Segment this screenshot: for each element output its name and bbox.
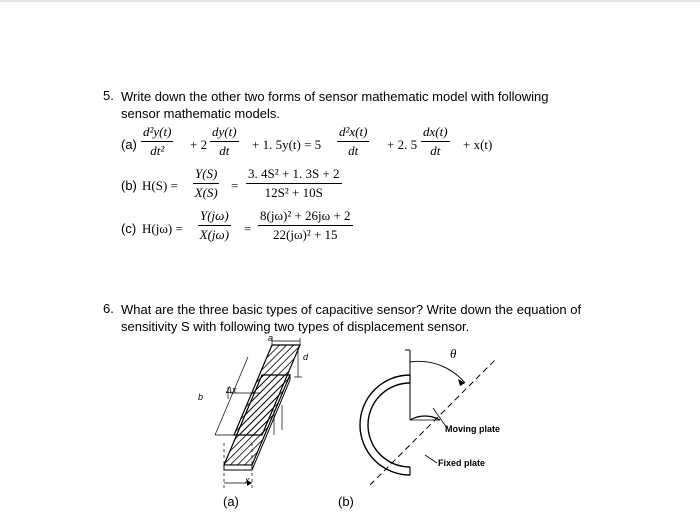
figure-a-caption: (a): [223, 494, 239, 509]
fig-a-label-b: b: [198, 392, 204, 402]
fig-a-label-dx: Δx: [226, 385, 237, 395]
q5c-frac1-den: X(jω): [199, 227, 230, 242]
q5c-eq: =: [244, 221, 252, 236]
q5a-tail: + x(t): [463, 137, 493, 152]
q5b-frac2: [246, 166, 342, 201]
q6-number: 6.: [103, 301, 114, 316]
fig-b-fixed-plate-label: Fixed plate: [438, 458, 486, 468]
q5b-frac1: [193, 166, 219, 201]
q5a-frac2: [210, 124, 239, 159]
q5a-frac3-num: d²x(t): [337, 124, 369, 142]
fig-a-label-d: d: [303, 352, 309, 362]
q5a-mid: + 1. 5y(t) = 5: [252, 137, 322, 152]
q5b-frac1-num: Y(S): [193, 166, 219, 184]
q5c-frac2-den: 22(jω)² + 15: [273, 227, 338, 242]
q5a-frac4-den: dt: [430, 143, 441, 158]
q5-text-line1: Write down the other two forms of sensor mathematic model with following: [121, 89, 549, 104]
q5-text-line2: sensor mathematic models.: [121, 106, 280, 121]
fig-a-label-a: a: [268, 333, 274, 343]
q5a-frac3: [337, 124, 369, 159]
q6-text-line1: What are the three basic types of capacitive sensor? Write down the equation of: [121, 302, 582, 317]
q5b-eq: =: [231, 178, 239, 193]
top-border: [0, 0, 700, 2]
q5c-frac1-num: Y(jω): [198, 208, 231, 226]
figure-a-diagram: [190, 335, 340, 495]
q5c-lhs: H(jω) =: [142, 221, 183, 236]
q5a-op1: + 2: [190, 137, 208, 152]
fig-b-theta: θ: [450, 346, 457, 361]
q5b-frac2-den: 12S² + 10S: [264, 185, 323, 200]
q5b-lhs: H(S) =: [142, 178, 178, 193]
q5a-op2: + 2. 5: [387, 137, 418, 152]
q5a-frac1: [141, 124, 173, 159]
q5a-frac1-num: d²y(t): [141, 124, 173, 142]
q5a-frac3-den: dt: [348, 143, 359, 158]
q5a-frac2-den: dt: [219, 143, 230, 158]
q5a-label: (a): [121, 137, 137, 152]
q5c-frac2: [258, 208, 353, 243]
q5a-frac4-num: dx(t): [421, 124, 450, 142]
q5c-frac2-num: 8(jω)² + 26jω + 2: [258, 208, 353, 226]
q5b-frac1-den: X(S): [194, 185, 218, 200]
fig-b-moving-plate-label: Moving plate: [445, 424, 501, 434]
q6-text-line2: sensitivity S with following two types of displacement sensor.: [121, 319, 470, 334]
q5a-frac2-num: dy(t): [210, 124, 239, 142]
figure-b-caption: (b): [338, 494, 354, 509]
lower-plate-edge: [224, 465, 252, 470]
q5a-frac4: [421, 124, 450, 159]
q5c-frac1: [198, 208, 231, 243]
q5-number: 5.: [103, 88, 114, 103]
q5b-label: (b): [121, 178, 137, 193]
q5b-frac2-num: 3. 4S² + 1. 3S + 2: [246, 166, 342, 184]
fig-a-label-x: x: [245, 475, 250, 485]
fixed-plate-inner: [368, 383, 410, 467]
q5a-frac1-den: dt²: [150, 143, 165, 158]
q5c-label: (c): [121, 221, 137, 236]
